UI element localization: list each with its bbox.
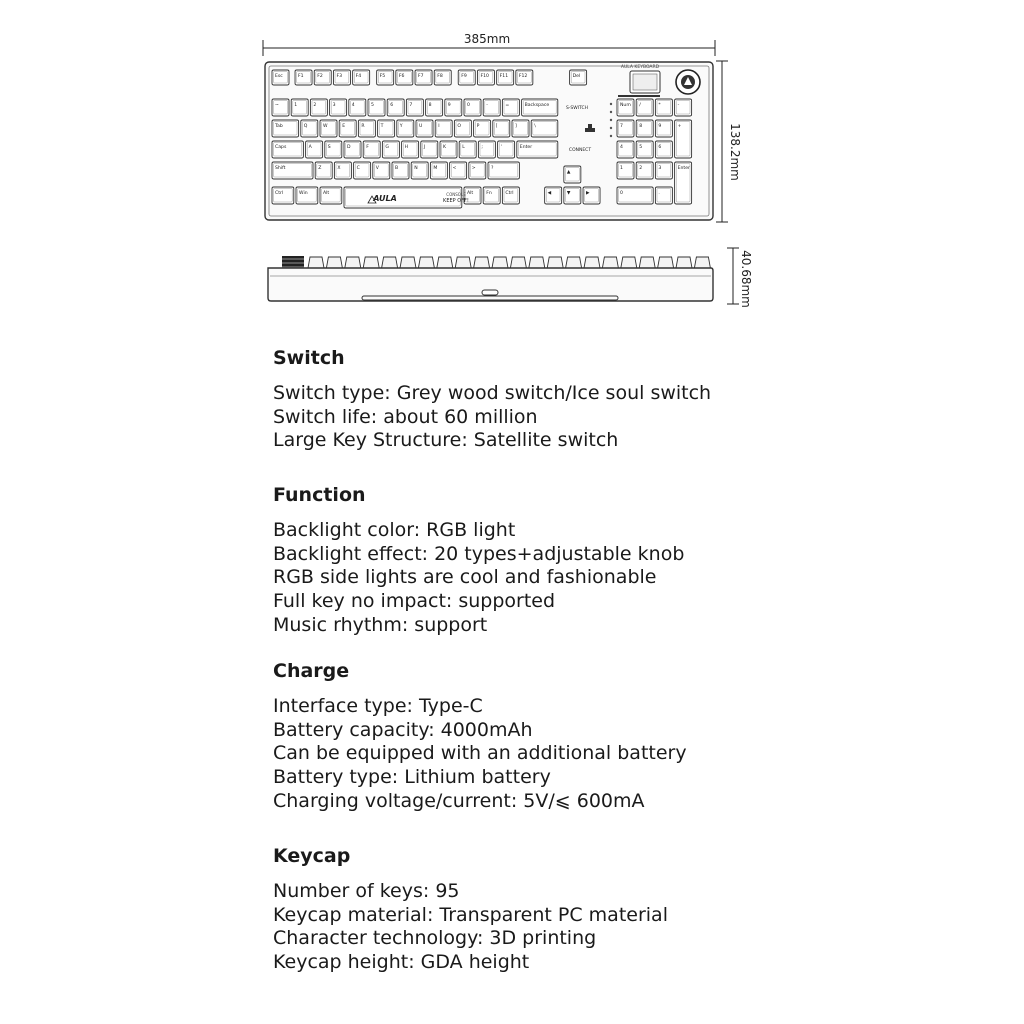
side-keycap <box>547 257 563 268</box>
keycap <box>272 120 299 137</box>
side-keycap <box>326 257 342 268</box>
keycap <box>617 120 634 137</box>
keycap <box>325 141 342 158</box>
usb-c-port <box>482 290 498 295</box>
spec-section-charge <box>273 659 973 814</box>
key-legend: Enter <box>519 145 533 150</box>
screen-label: AULA KEYBOARD <box>620 65 660 70</box>
key-legend: O <box>457 124 462 129</box>
key-legend: G <box>385 145 389 150</box>
key-legend: Y <box>399 124 403 129</box>
side-keycap <box>437 257 453 268</box>
height-dimension <box>716 61 728 222</box>
key-legend: = <box>505 103 510 108</box>
keycap <box>478 141 495 158</box>
arrow-right-key <box>583 187 600 204</box>
spec-section-keycap <box>273 844 973 975</box>
spec-lines <box>273 382 973 453</box>
keycap <box>296 187 318 204</box>
keycap <box>272 141 303 158</box>
side-keycap <box>529 257 545 268</box>
arrow-up-key <box>564 166 581 183</box>
keycap <box>272 187 294 204</box>
key-legend: / <box>639 103 641 108</box>
spec-line: Backlight color: RGB light <box>273 519 516 541</box>
keycap <box>502 187 519 204</box>
spec-section-function <box>273 483 973 638</box>
key-legend: + <box>677 124 682 129</box>
keycap <box>272 99 289 116</box>
spec-lines <box>273 695 973 814</box>
key-legend: Tab <box>275 124 283 129</box>
spec-line: Full key no impact: supported <box>273 590 556 613</box>
keycap <box>636 141 653 158</box>
spec-lines <box>273 880 973 975</box>
keycap <box>450 162 467 179</box>
keycap <box>402 141 419 158</box>
keycap <box>426 99 443 116</box>
brand-logo: AULA <box>373 194 397 203</box>
spec-lines <box>273 519 973 638</box>
keycap <box>636 120 653 137</box>
key-legend: 0 <box>467 103 470 108</box>
key-legend: Del <box>572 74 581 79</box>
keycap <box>333 70 350 85</box>
key-legend: Backspace <box>524 103 550 108</box>
key-legend: F9 <box>461 74 467 79</box>
key-legend: 5 <box>371 103 374 108</box>
keyboard-side-view <box>268 256 713 301</box>
keycap <box>483 187 500 204</box>
side-keycap <box>400 257 416 268</box>
spec-section-title: Switch <box>273 347 345 369</box>
spec-line: Interface type: Type-C <box>273 695 483 717</box>
key-legend: S <box>327 145 331 150</box>
key-legend: 4 <box>620 145 623 150</box>
keycap <box>454 120 471 137</box>
keycap <box>373 162 390 179</box>
keycap <box>416 120 433 137</box>
spec-line: Can be equipped with an additional battery <box>273 742 687 765</box>
keycap <box>498 141 515 158</box>
key-legend: F12 <box>518 74 528 79</box>
side-keycap <box>455 257 471 268</box>
key-legend: E <box>342 124 346 129</box>
key-legend: F1 <box>298 74 304 79</box>
keycap <box>617 99 634 116</box>
side-keycap <box>510 257 526 268</box>
key-legend: F10 <box>480 74 489 79</box>
keycap <box>295 70 312 85</box>
key-legend: Alt <box>323 191 330 196</box>
key-legend: F2 <box>317 74 323 79</box>
side-keycap <box>658 257 674 268</box>
keycap <box>617 141 634 158</box>
keycap <box>353 70 370 85</box>
keycap <box>617 187 653 204</box>
keycap <box>358 120 375 137</box>
key-legend: 6 <box>390 103 394 108</box>
keycap <box>396 70 413 85</box>
depth-dimension <box>727 248 739 304</box>
key-legend: * <box>658 103 661 108</box>
keycap <box>458 70 475 85</box>
side-keycaps <box>308 257 710 268</box>
key-legend: 1 <box>620 166 623 171</box>
key-legend: L <box>462 145 465 150</box>
keycap <box>320 187 342 204</box>
key-legend: ◀ <box>547 191 552 196</box>
key-legend: - <box>486 103 488 108</box>
keycap <box>459 141 476 158</box>
keycap <box>344 141 361 158</box>
key-legend: Fn <box>486 191 492 196</box>
keycap <box>406 99 423 116</box>
key-legend: Num <box>620 103 631 108</box>
spec-line: Number of keys: 95 <box>273 880 460 902</box>
keycap <box>301 120 318 137</box>
side-keycap <box>694 257 710 268</box>
side-keycap <box>308 257 324 268</box>
keycap <box>675 162 692 204</box>
keycap <box>445 99 462 116</box>
keycap <box>415 70 432 85</box>
key-legend: F3 <box>336 74 343 79</box>
key-legend: 7 <box>620 124 623 129</box>
keycap <box>272 162 313 179</box>
keycap <box>368 99 385 116</box>
keycap <box>477 70 494 85</box>
space-text-top: CONSOLE <box>446 192 466 197</box>
keycap <box>435 120 452 137</box>
key-legend: F4 <box>355 74 362 79</box>
key-legend: U <box>419 124 423 129</box>
key-legend: ? <box>491 166 494 171</box>
spec-line: Battery type: Lithium battery <box>273 766 551 789</box>
keycap <box>474 120 491 137</box>
keycap <box>570 70 587 85</box>
keycap <box>397 120 414 137</box>
key-legend: 9 <box>658 124 662 129</box>
spec-line: RGB side lights are cool and fashionable <box>273 566 657 589</box>
keycap <box>306 141 323 158</box>
height-label: 138.2mm <box>728 123 742 181</box>
space-text: KEEP OFF! <box>443 198 469 204</box>
key-legend: . <box>658 191 660 196</box>
sticker-s-switch: S-SWITCH <box>565 106 589 111</box>
key-legend: ; <box>481 145 483 150</box>
key-legend: \ <box>534 124 536 129</box>
key-legend: 4 <box>351 103 355 108</box>
keycap <box>363 141 380 158</box>
side-keycap <box>382 257 398 268</box>
key-legend: K <box>443 145 447 150</box>
keycap <box>339 120 356 137</box>
key-legend: ' <box>500 145 502 150</box>
depth-label: 40.68mm <box>739 250 753 308</box>
keycap <box>655 99 672 116</box>
spec-line: Backlight effect: 20 types+adjustable knob <box>273 542 685 565</box>
side-keycap <box>676 257 692 268</box>
key-legend: D <box>347 145 351 150</box>
key-legend: 5 <box>639 145 643 150</box>
key-legend: > <box>471 166 476 171</box>
width-label: 385mm <box>463 32 511 46</box>
keyboard-top-view <box>265 62 713 220</box>
key-legend: 3 <box>658 166 662 171</box>
key-legend: X <box>337 166 341 171</box>
spec-section-title: Keycap <box>273 845 351 867</box>
keycap <box>483 99 500 116</box>
keycap <box>655 141 672 158</box>
key-legend: W <box>323 124 328 129</box>
key-legend: Enter <box>677 166 690 171</box>
key-legend: 9 <box>447 103 451 108</box>
keycap <box>488 162 519 179</box>
keycap <box>272 70 289 85</box>
keycap <box>330 99 347 116</box>
key-legend: 1 <box>294 103 298 108</box>
keycap <box>434 70 451 85</box>
key-legend: J <box>423 145 426 150</box>
key-legend: 7 <box>409 103 413 108</box>
keycap <box>377 70 394 85</box>
key-legend: Caps <box>275 145 287 150</box>
key-legend: ~ <box>275 103 279 108</box>
key-legend: Ctrl <box>275 191 284 196</box>
spec-line: Switch life: about 60 million <box>273 405 538 428</box>
key-legend: Ctrl <box>505 191 514 196</box>
keycap <box>387 99 404 116</box>
keycap <box>469 162 486 179</box>
side-keycap <box>566 257 582 268</box>
key-legend: 8 <box>639 124 643 129</box>
spec-section-switch <box>273 346 973 453</box>
keycap <box>349 99 366 116</box>
keycap <box>320 120 337 137</box>
side-keycap <box>602 257 618 268</box>
spec-line: Character technology: 3D printing <box>273 927 597 950</box>
side-keycap <box>492 257 508 268</box>
keycap <box>531 120 558 137</box>
keycap <box>430 162 447 179</box>
side-keycap <box>345 257 361 268</box>
keycap <box>502 99 519 116</box>
key-legend: C <box>356 166 360 171</box>
key-legend: ] <box>515 124 517 129</box>
keycap <box>493 120 510 137</box>
keycap <box>354 162 371 179</box>
side-keycap <box>474 257 490 268</box>
spec-section-title: Function <box>273 484 366 506</box>
keycap <box>382 141 399 158</box>
key-legend: B <box>395 166 399 171</box>
keycap <box>655 162 672 179</box>
side-keycap <box>639 257 655 268</box>
key-legend: T <box>380 124 384 129</box>
keycap <box>464 99 481 116</box>
spec-line: Charging voltage/current: 5V/⩽ 600mA <box>273 789 645 812</box>
keycap <box>675 120 692 158</box>
keycap <box>516 70 533 85</box>
side-keycap <box>584 257 600 268</box>
keycap <box>675 99 692 116</box>
key-legend: F8 <box>437 74 443 79</box>
key-legend: - <box>677 103 680 108</box>
key-legend: M <box>433 166 438 171</box>
key-legend: F11 <box>499 74 509 79</box>
sticker-connect: CONNECT <box>568 148 592 153</box>
key-legend: ▲ <box>566 170 571 175</box>
side-keycap <box>621 257 637 268</box>
keycap <box>512 120 529 137</box>
key-legend: F5 <box>379 74 386 79</box>
lcd-screen-inner <box>633 74 657 90</box>
key-legend: F <box>366 145 369 150</box>
key-legend: 2 <box>639 166 643 171</box>
keycap <box>497 70 514 85</box>
keycap <box>636 162 653 179</box>
key-legend: 3 <box>332 103 336 108</box>
key-legend: F6 <box>398 74 405 79</box>
spec-line: Large Key Structure: Satellite switch <box>273 429 619 452</box>
keycap <box>378 120 395 137</box>
spec-line: Keycap material: Transparent PC material <box>273 903 668 926</box>
key-legend: I <box>438 124 440 129</box>
key-legend: Q <box>303 124 308 129</box>
spec-line: Switch type: Grey wood switch/Ice soul switch <box>273 382 712 404</box>
key-legend: N <box>414 166 418 171</box>
keycap <box>411 162 428 179</box>
key-legend: Win <box>299 191 308 196</box>
keycap <box>655 187 672 204</box>
key-legend: ▶ <box>586 191 590 196</box>
key-legend: 2 <box>313 103 317 108</box>
keycap <box>315 162 332 179</box>
keycap <box>655 120 672 137</box>
key-legend: Shift <box>275 166 286 171</box>
keycap <box>334 162 351 179</box>
spec-line: Keycap height: GDA height <box>273 951 530 974</box>
keycap <box>291 99 308 116</box>
arrow-left-key <box>545 187 562 204</box>
keycap <box>392 162 409 179</box>
key-legend: < <box>452 166 457 171</box>
key-legend: H <box>404 145 409 150</box>
keycap <box>517 141 558 158</box>
key-legend: P <box>476 124 480 129</box>
key-legend: [ <box>495 124 498 129</box>
spec-line: Music rhythm: support <box>273 613 488 636</box>
side-keycap <box>363 257 379 268</box>
spec-line: Battery capacity: 4000mAh <box>273 718 533 741</box>
keyboard-diagram <box>0 0 1024 330</box>
spec-section-title: Charge <box>273 660 350 682</box>
keycap <box>310 99 327 116</box>
key-legend: A <box>308 145 312 150</box>
key-legend: 6 <box>658 145 662 150</box>
key-legend: 0 <box>620 191 623 196</box>
key-legend: 8 <box>428 103 432 108</box>
keycap <box>421 141 438 158</box>
keycap <box>636 99 653 116</box>
side-keycap <box>418 257 434 268</box>
keycap <box>522 99 558 116</box>
key-legend: Z <box>318 166 322 171</box>
key-legend: ▼ <box>566 191 571 196</box>
key-legend: R <box>361 124 365 129</box>
key-legend: F7 <box>418 74 424 79</box>
keycap <box>617 162 634 179</box>
keycap <box>440 141 457 158</box>
key-legend: V <box>375 166 379 171</box>
key-legend: Alt <box>467 191 474 196</box>
arrow-down-key <box>564 187 581 204</box>
keycap <box>314 70 331 85</box>
key-legend: Esc <box>275 74 283 79</box>
